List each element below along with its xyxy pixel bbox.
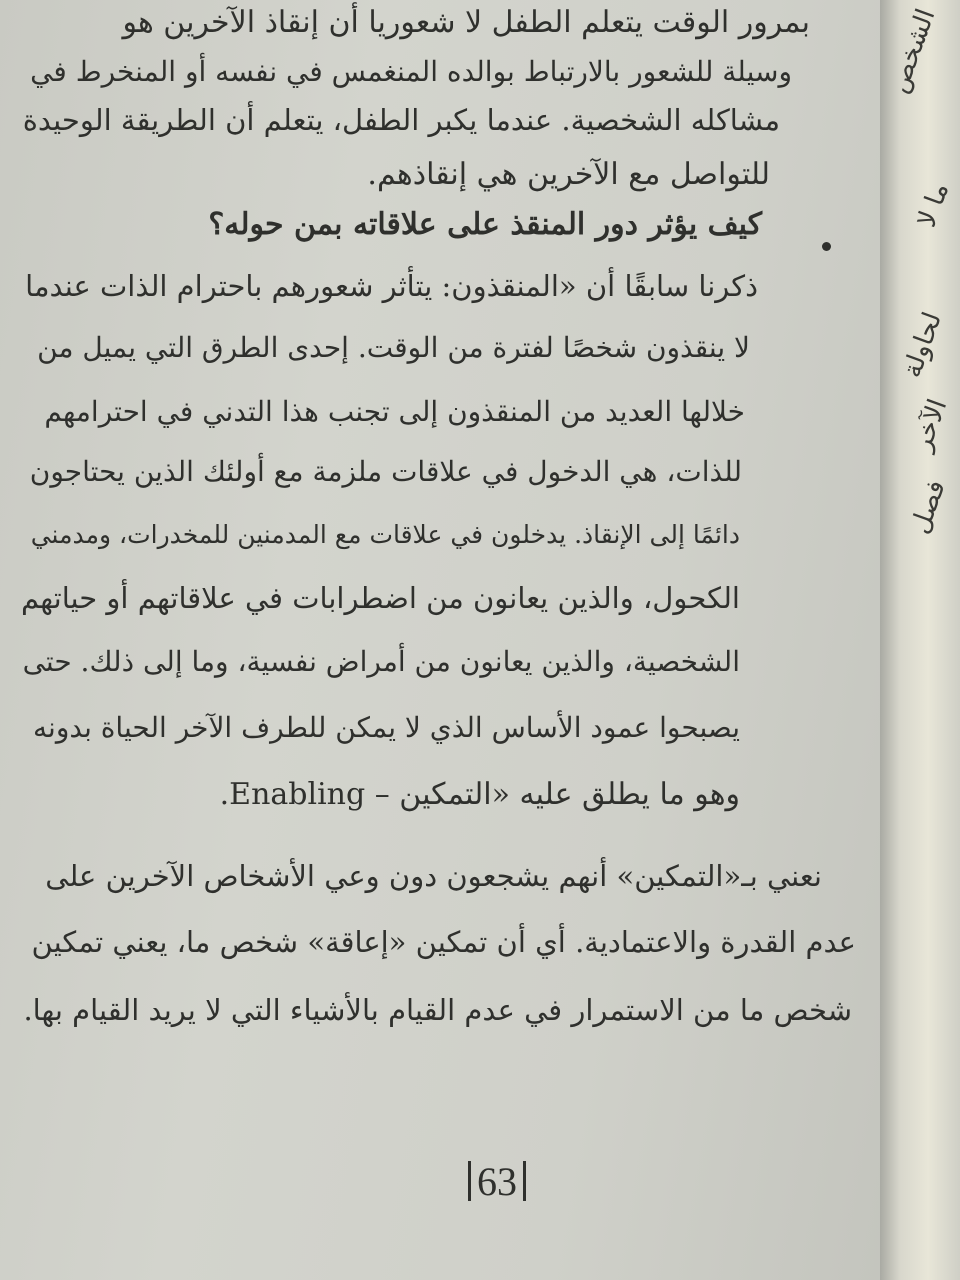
text-line-16: عدم القدرة والاعتمادية. أي أن تمكين «إعاقة» شخص ما، يعني تمكين — [31, 925, 856, 959]
section-heading: كيف يؤثر دور المنقذ على علاقاته بمن حوله؟ — [208, 207, 762, 242]
left-bar-icon — [468, 1161, 471, 1201]
text-line-2: وسيلة للشعور بالارتباط بوالده المنغمس في نفسه أو المنخرط في — [30, 55, 792, 88]
page-number — [462, 1158, 532, 1205]
text-line-11: الكحول، والذين يعانون من اضطرابات في علاقاتهم أو حياتهم — [20, 581, 740, 615]
text-line-14: وهو ما يطلق عليه «التمكين – Enabling. — [219, 777, 740, 812]
right-bar-icon — [523, 1161, 526, 1201]
text-line-10: دائمًا إلى الإنقاذ. يدخلون في علاقات مع المدمنين للمخدرات، ومدمني — [30, 520, 740, 549]
page-number-value: 63 — [477, 1159, 517, 1204]
text-line-1: بمرور الوقت يتعلم الطفل لا شعوريا أن إنقاذ الآخرين هو — [122, 5, 810, 40]
text-line-7: لا ينقذون شخصًا لفترة من الوقت. إحدى الطرق التي يميل من — [37, 331, 750, 364]
bullet-icon — [822, 242, 831, 251]
text-line-13: يصبحوا عمود الأساس الذي لا يمكن للطرف الآخر الحياة بدونه — [33, 711, 740, 744]
text-line-9: للذات، هي الدخول في علاقات ملزمة مع أولئك الذين يحتاجون — [29, 455, 742, 488]
text-line-12: الشخصية، والذين يعانون من أمراض نفسية، وما إلى ذلك. حتى — [22, 645, 740, 678]
edge-fragment-4: الآخر — [906, 395, 953, 455]
text-line-15: نعني بـ«التمكين» أنهم يشجعون دون وعي الأشخاص الآخرين على — [45, 859, 822, 893]
text-line-8: خلالها العديد من المنقذون إلى تجنب هذا التدني في احترامهم — [44, 395, 745, 428]
edge-fragment-2: ما لا — [911, 178, 956, 232]
next-page-edge — [880, 0, 960, 1280]
text-line-4: للتواصل مع الآخرين هي إنقاذهم. — [367, 157, 770, 192]
text-line-6: ذكرنا سابقًا أن «المنقذون: يتأثر شعورهم باحترام الذات عندما — [25, 269, 758, 303]
text-line-3: مشاكله الشخصية. عندما يكبر الطفل، يتعلم أن الطريقة الوحيدة — [22, 103, 780, 137]
edge-fragment-5: فصل — [905, 476, 953, 538]
edge-fragment-1: الشخص — [883, 5, 942, 97]
edge-fragment-3: لحاولة — [896, 308, 949, 382]
text-line-17: شخص ما من الاستمرار في عدم القيام بالأشياء التي لا يريد القيام بها. — [23, 993, 852, 1027]
